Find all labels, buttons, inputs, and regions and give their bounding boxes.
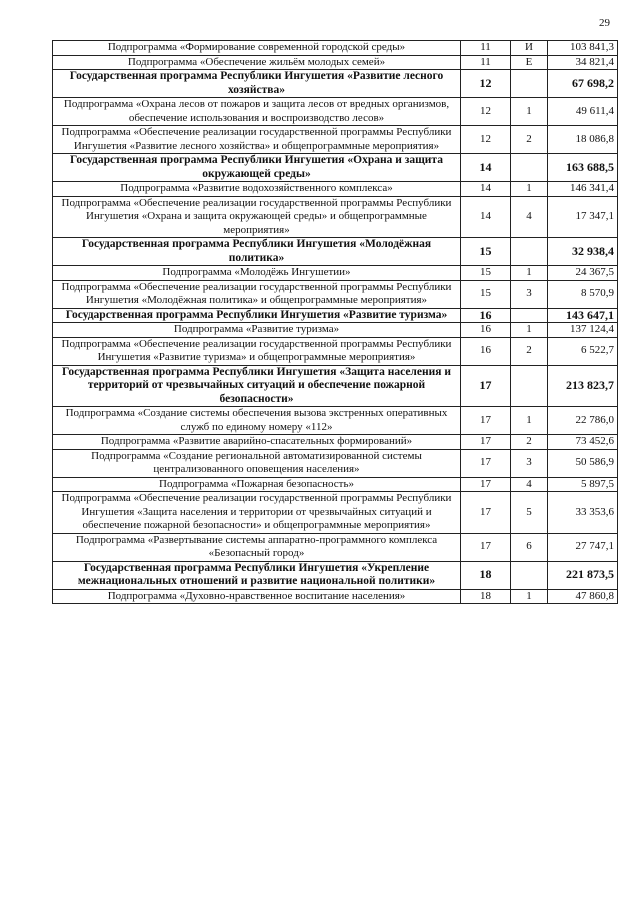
subprogram-code-cell — [511, 365, 548, 407]
program-code-cell: 17 — [461, 435, 511, 450]
program-name-cell: Государственная программа Республики Ингушетия «Развитие туризма» — [53, 308, 461, 323]
amount-cell: 8 570,9 — [548, 280, 618, 308]
amount-cell: 146 341,4 — [548, 182, 618, 197]
program-name-cell: Государственная программа Республики Ингушетия «Молодёжная политика» — [53, 238, 461, 266]
amount-cell: 103 841,3 — [548, 41, 618, 56]
program-name-cell: Подпрограмма «Молодёжь Ингушетии» — [53, 266, 461, 281]
program-name-cell: Подпрограмма «Обеспечение реализации государственной программы Республики Ингушетия «Развитие туризма» и общепрограммные мероприятия» — [53, 337, 461, 365]
subprogram-row — [53, 589, 618, 604]
program-code-cell: 14 — [461, 196, 511, 238]
program-name-cell: Подпрограмма «Обеспечение реализации государственной программы Республики Ингушетия «Защита населения и территории от чрезвычайных ситуаций и обеспечение пожарной безопасности» и общепрограммные мероприятия» — [53, 492, 461, 534]
amount-cell: 32 938,4 — [548, 238, 618, 266]
subprogram-code-cell: 2 — [511, 126, 548, 154]
subprogram-code-cell: Е — [511, 55, 548, 70]
subprogram-row — [53, 449, 618, 477]
subprogram-row — [53, 126, 618, 154]
program-name-cell: Подпрограмма «Обеспечение реализации государственной программы Республики Ингушетия «Молодёжная политика» и общепрограммные мероприятия» — [53, 280, 461, 308]
amount-cell: 163 688,5 — [548, 154, 618, 182]
amount-cell: 221 873,5 — [548, 561, 618, 589]
program-row — [53, 308, 618, 323]
program-code-cell: 18 — [461, 561, 511, 589]
program-code-cell: 14 — [461, 154, 511, 182]
subprogram-row — [53, 492, 618, 534]
amount-cell: 6 522,7 — [548, 337, 618, 365]
amount-cell: 50 586,9 — [548, 449, 618, 477]
program-name-cell: Подпрограмма «Создание системы обеспечения вызова экстренных оперативных служб по единому номеру «112» — [53, 407, 461, 435]
subprogram-row — [53, 407, 618, 435]
amount-cell: 17 347,1 — [548, 196, 618, 238]
subprogram-code-cell: И — [511, 41, 548, 56]
subprogram-code-cell: 3 — [511, 449, 548, 477]
subprogram-code-cell: 2 — [511, 435, 548, 450]
program-name-cell: Государственная программа Республики Ингушетия «Защита населения и территорий от чрезвычайных ситуаций и обеспечение пожарной безопасности» — [53, 365, 461, 407]
program-row — [53, 561, 618, 589]
program-code-cell: 17 — [461, 407, 511, 435]
program-name-cell: Подпрограмма «Пожарная безопасность» — [53, 477, 461, 492]
program-name-cell: Подпрограмма «Духовно-нравственное воспитание населения» — [53, 589, 461, 604]
subprogram-row — [53, 477, 618, 492]
program-code-cell: 14 — [461, 182, 511, 197]
budget-table — [52, 40, 618, 604]
program-name-cell: Подпрограмма «Создание региональной автоматизированной системы централизованного оповещения населения» — [53, 449, 461, 477]
subprogram-code-cell: 6 — [511, 533, 548, 561]
subprogram-code-cell — [511, 154, 548, 182]
amount-cell: 143 647,1 — [548, 308, 618, 323]
amount-cell: 47 860,8 — [548, 589, 618, 604]
page-number: 29 — [599, 17, 610, 29]
program-code-cell: 11 — [461, 55, 511, 70]
program-code-cell: 16 — [461, 308, 511, 323]
program-name-cell: Подпрограмма «Развитие туризма» — [53, 323, 461, 338]
subprogram-row — [53, 98, 618, 126]
amount-cell: 213 823,7 — [548, 365, 618, 407]
amount-cell: 22 786,0 — [548, 407, 618, 435]
program-code-cell: 16 — [461, 323, 511, 338]
subprogram-row — [53, 196, 618, 238]
subprogram-row — [53, 435, 618, 450]
program-code-cell: 17 — [461, 477, 511, 492]
subprogram-code-cell: 2 — [511, 337, 548, 365]
subprogram-row — [53, 55, 618, 70]
amount-cell: 73 452,6 — [548, 435, 618, 450]
program-code-cell: 17 — [461, 449, 511, 477]
amount-cell: 67 698,2 — [548, 70, 618, 98]
subprogram-code-cell: 4 — [511, 196, 548, 238]
subprogram-code-cell: 5 — [511, 492, 548, 534]
subprogram-code-cell: 1 — [511, 323, 548, 338]
amount-cell: 49 611,4 — [548, 98, 618, 126]
amount-cell: 18 086,8 — [548, 126, 618, 154]
program-code-cell: 12 — [461, 70, 511, 98]
program-code-cell: 15 — [461, 238, 511, 266]
subprogram-code-cell: 1 — [511, 407, 548, 435]
subprogram-code-cell — [511, 70, 548, 98]
subprogram-code-cell: 3 — [511, 280, 548, 308]
subprogram-code-cell: 1 — [511, 98, 548, 126]
program-code-cell: 12 — [461, 126, 511, 154]
subprogram-code-cell — [511, 238, 548, 266]
program-name-cell: Подпрограмма «Формирование современной городской среды» — [53, 41, 461, 56]
program-name-cell: Подпрограмма «Обеспечение реализации государственной программы Республики Ингушетия «Развитие лесного хозяйства» и общепрограммные мероприятия» — [53, 126, 461, 154]
program-row — [53, 154, 618, 182]
program-name-cell: Подпрограмма «Развитие аварийно-спасательных формирований» — [53, 435, 461, 450]
program-code-cell: 15 — [461, 280, 511, 308]
program-name-cell: Подпрограмма «Развертывание системы аппаратно-программного комплекса «Безопасный город» — [53, 533, 461, 561]
program-code-cell: 17 — [461, 492, 511, 534]
program-name-cell: Подпрограмма «Развитие водохозяйственного комплекса» — [53, 182, 461, 197]
subprogram-row — [53, 323, 618, 338]
program-name-cell: Государственная программа Республики Ингушетия «Развитие лесного хозяйства» — [53, 70, 461, 98]
program-code-cell: 16 — [461, 337, 511, 365]
subprogram-row — [53, 266, 618, 281]
program-code-cell: 15 — [461, 266, 511, 281]
subprogram-code-cell — [511, 561, 548, 589]
subprogram-code-cell: 1 — [511, 266, 548, 281]
program-row — [53, 70, 618, 98]
program-name-cell: Подпрограмма «Охрана лесов от пожаров и защита лесов от вредных организмов, обеспечение использования и воспроизводство лесов» — [53, 98, 461, 126]
amount-cell: 33 353,6 — [548, 492, 618, 534]
subprogram-row — [53, 533, 618, 561]
program-row — [53, 238, 618, 266]
program-name-cell: Подпрограмма «Обеспечение жильём молодых семей» — [53, 55, 461, 70]
amount-cell: 27 747,1 — [548, 533, 618, 561]
program-code-cell: 12 — [461, 98, 511, 126]
subprogram-code-cell: 1 — [511, 589, 548, 604]
program-name-cell: Государственная программа Республики Ингушетия «Укрепление межнациональных отношений и развитие национальной политики» — [53, 561, 461, 589]
program-name-cell: Подпрограмма «Обеспечение реализации государственной программы Республики Ингушетия «Охрана и защита окружающей среды» и общепрограммные мероприятия» — [53, 196, 461, 238]
subprogram-row — [53, 41, 618, 56]
subprogram-row — [53, 182, 618, 197]
subprogram-code-cell: 4 — [511, 477, 548, 492]
program-code-cell: 11 — [461, 41, 511, 56]
amount-cell: 137 124,4 — [548, 323, 618, 338]
program-row — [53, 365, 618, 407]
program-name-cell: Государственная программа Республики Ингушетия «Охрана и защита окружающей среды» — [53, 154, 461, 182]
amount-cell: 5 897,5 — [548, 477, 618, 492]
amount-cell: 34 821,4 — [548, 55, 618, 70]
subprogram-code-cell — [511, 308, 548, 323]
subprogram-row — [53, 280, 618, 308]
program-code-cell: 17 — [461, 533, 511, 561]
subprogram-row — [53, 337, 618, 365]
amount-cell: 24 367,5 — [548, 266, 618, 281]
subprogram-code-cell: 1 — [511, 182, 548, 197]
program-code-cell: 17 — [461, 365, 511, 407]
program-code-cell: 18 — [461, 589, 511, 604]
